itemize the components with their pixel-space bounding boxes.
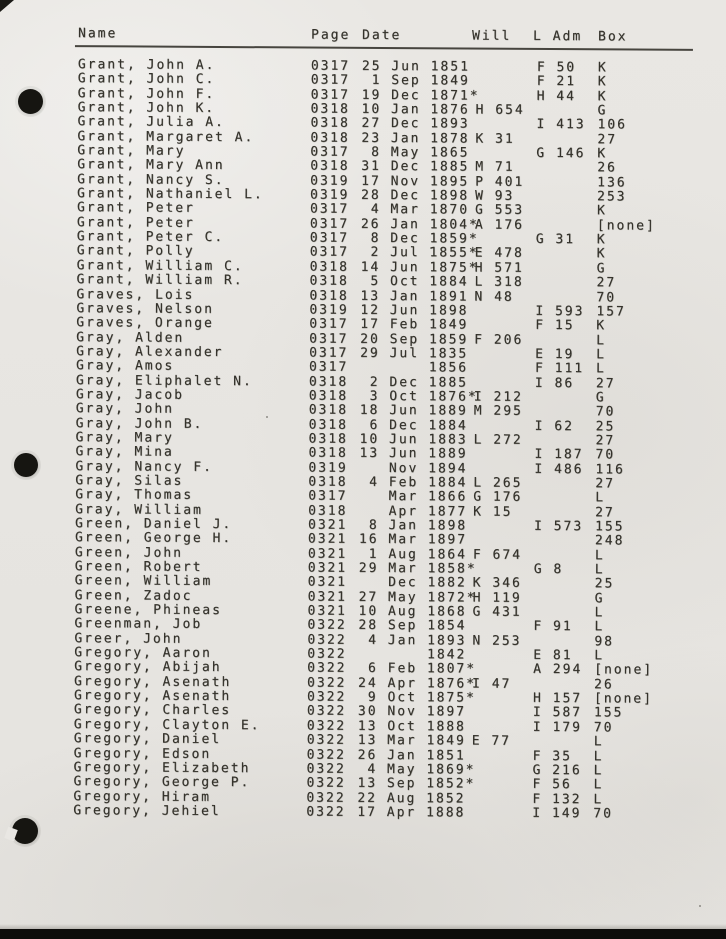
cell-box: [none]	[596, 218, 656, 234]
cell-page: 0322	[306, 718, 347, 734]
cell-box: 27	[595, 375, 616, 391]
cell-box: L	[594, 547, 605, 564]
cell-box: L	[593, 734, 604, 750]
cell-name: Grant, Mary Ann	[77, 157, 225, 174]
cell-ladm: F 15	[535, 318, 575, 334]
cell-page: 0318	[310, 115, 350, 132]
cell-ladm: F 132	[532, 791, 582, 807]
cell-ladm: A 294	[533, 662, 583, 678]
cell-page: 0317	[309, 201, 350, 218]
cell-date: 1 Sep 1849	[361, 73, 470, 89]
cell-ladm: I 413	[536, 117, 586, 133]
cell-date: 30 Nov 1897	[357, 704, 467, 720]
cell-ladm: I 86	[534, 375, 575, 391]
cell-page: 0317	[309, 216, 350, 232]
cell-name: Green, Zadoc	[74, 587, 193, 604]
cell-date: 26 Jan 1804*	[360, 216, 479, 233]
cell-page: 0319	[308, 460, 348, 476]
cell-name: Gregory, Aaron	[74, 645, 212, 662]
cell-will: A 176	[474, 217, 525, 233]
cell-box: K	[596, 246, 607, 262]
cell-ladm: I 179	[532, 719, 582, 736]
cell-page: 0317	[310, 58, 351, 74]
cell-page: 0318	[308, 417, 349, 433]
cell-date: 1842	[358, 646, 467, 663]
cell-box: 27	[595, 504, 615, 521]
cell-name: Gray, John	[75, 401, 175, 417]
cell-page: 0317	[309, 230, 350, 246]
cell-page: 0322	[306, 775, 346, 791]
cell-page: 0321	[307, 546, 348, 562]
cell-box: 136	[597, 175, 627, 191]
cell-name: Gregory, Jehiel	[73, 802, 221, 819]
cell-ladm: F 56	[532, 777, 572, 793]
cell-box: K	[597, 74, 608, 90]
cell-will: E 77	[471, 733, 512, 749]
cell-date: 28 Dec 1898	[361, 187, 470, 204]
cell-ladm: F 111	[534, 361, 585, 377]
cell-ladm: E 81	[533, 647, 573, 664]
cell-date: 3 Oct 1876*	[359, 388, 478, 405]
cell-date: 10 Aug 1868	[358, 603, 467, 620]
cell-ladm: F 21	[536, 74, 577, 90]
cell-will: K 346	[472, 575, 522, 592]
cell-date: 6 Feb 1807*	[358, 661, 477, 677]
cell-ladm: G 31	[535, 232, 576, 248]
cell-will: G 553	[474, 202, 525, 219]
cell-box: G	[595, 390, 606, 406]
cell-will: H 654	[475, 102, 525, 118]
record-row	[0, 802, 721, 821]
cell-name: Gregory, Hiram	[73, 788, 212, 805]
cell-date: 29 Jul 1835	[360, 345, 469, 362]
cell-box: K	[596, 203, 607, 219]
cell-name: Gregory, Clayton E.	[73, 716, 261, 734]
cell-date: 27 May 1872*	[358, 589, 477, 606]
cell-will: N 253	[472, 633, 522, 649]
cell-will: F 206	[474, 332, 524, 348]
cell-name: Grant, Julia A.	[77, 114, 225, 131]
cell-page: 0322	[307, 675, 347, 691]
cell-page: 0319	[310, 173, 350, 189]
cell-page: 0322	[307, 646, 347, 662]
cell-name: Grant, Polly	[76, 243, 195, 260]
cell-name: Green, Daniel J.	[75, 516, 233, 533]
cell-page: 0321	[307, 603, 347, 619]
cell-will: L 318	[474, 274, 524, 290]
cell-page: 0319	[309, 302, 349, 318]
cell-box: [none]	[594, 662, 654, 679]
cell-date: 4 Jan 1893	[358, 632, 467, 649]
cell-box: 27	[597, 132, 618, 148]
cell-box: L	[594, 619, 605, 635]
cell-ladm: E 19	[535, 346, 575, 363]
cell-name: Gregory, Edson	[73, 745, 212, 762]
column-header-name: Name	[77, 26, 118, 42]
cell-will: F 674	[472, 547, 523, 563]
cell-will: H 571	[474, 260, 524, 276]
cell-page: 0322	[306, 703, 347, 720]
cell-name: Gray, Amos	[75, 358, 175, 374]
cell-date: 17 Feb 1849	[360, 317, 469, 333]
cell-page: 0319	[310, 187, 350, 203]
cell-date: 13 Mar 1849	[357, 732, 466, 749]
cell-date: 29 Mar 1858*	[358, 560, 477, 577]
cell-name: Gray, Eliphalet N.	[75, 372, 253, 389]
header-rule	[75, 45, 693, 51]
cell-ladm: F 91	[533, 619, 573, 635]
cell-box: G	[594, 590, 605, 607]
cell-page: 0322	[306, 689, 347, 705]
cell-date: 16 Mar 1897	[358, 532, 468, 548]
cell-name: Green, Robert	[74, 559, 203, 575]
cell-box: K	[597, 88, 608, 105]
cell-page: 0322	[306, 732, 347, 748]
cell-name: Grant, Margaret A.	[77, 128, 255, 145]
cell-page: 0317	[310, 87, 351, 103]
cell-page: 0321	[307, 560, 348, 576]
column-header-page: Page	[310, 27, 351, 43]
cell-box: 70	[595, 404, 616, 420]
cell-name: Gray, Thomas	[75, 487, 194, 504]
cell-date: 2 Dec 1885	[359, 374, 469, 391]
cell-box: 27	[596, 275, 617, 291]
cell-page: 0317	[308, 488, 348, 505]
cell-name: Graves, Nelson	[76, 300, 214, 317]
cell-page: 0322	[307, 617, 347, 634]
cell-box: L	[595, 490, 606, 506]
cell-box: 25	[595, 418, 616, 434]
cell-will: E 478	[474, 246, 524, 262]
cell-page: 0318	[309, 288, 349, 304]
cell-box: 155	[593, 705, 624, 721]
cell-ladm: F 50	[536, 59, 577, 76]
cell-box: L	[593, 748, 604, 764]
cell-ladm: I 62	[534, 418, 575, 434]
cell-ladm: G 216	[532, 762, 582, 779]
cell-box: 157	[596, 304, 626, 320]
cell-name: Gray, William	[75, 501, 203, 518]
cell-page: 0322	[307, 632, 347, 648]
cell-ladm: I 187	[534, 447, 584, 463]
cell-box: 27	[595, 433, 616, 449]
cell-ladm: I 149	[532, 805, 582, 822]
cell-ladm: H 157	[532, 691, 583, 707]
cell-box: L	[593, 763, 604, 779]
cell-date: 28 Sep 1854	[358, 618, 467, 634]
cell-will: K 31	[475, 131, 515, 147]
cell-page: 0318	[308, 431, 348, 447]
scanner-edge-bar	[0, 929, 726, 939]
cell-box: L	[594, 562, 605, 578]
cell-name: Gray, Silas	[75, 473, 184, 489]
cell-date: 13 Oct 1888	[357, 718, 466, 735]
cell-page: 0318	[308, 388, 349, 404]
cell-date: 19 Dec 1871*	[361, 87, 480, 104]
cell-will: G 431	[472, 604, 522, 620]
cell-name: Green, George H.	[74, 530, 233, 547]
cell-date: 8 Jan 1898	[358, 517, 468, 534]
cell-box: L	[595, 361, 606, 377]
cell-date: 12 Jun 1898	[360, 302, 469, 319]
cell-box: 70	[595, 447, 616, 463]
cell-page: 0321	[307, 517, 348, 533]
cell-ladm: H 44	[536, 88, 577, 104]
cell-date: 17 Apr 1888	[357, 804, 466, 821]
cell-page: 0321	[307, 531, 348, 548]
cell-date: 20 Sep 1859	[360, 331, 469, 348]
cell-date: 10 Jan 1876	[361, 101, 470, 118]
cell-name: Gregory, Charles	[73, 702, 232, 719]
cell-name: Gray, Mary	[75, 430, 174, 446]
cell-page: 0322	[306, 761, 346, 777]
cell-name: Grant, William R.	[76, 272, 244, 289]
cell-name: Gregory, Elizabeth	[73, 759, 251, 777]
cell-box: G	[597, 103, 608, 119]
cell-box: K	[596, 232, 607, 248]
cell-box: 98	[594, 634, 615, 650]
cell-will: I 212	[473, 389, 524, 405]
cell-ladm: G 146	[536, 145, 586, 162]
record-rows	[0, 57, 726, 822]
cell-name: Grant, Nathaniel L.	[77, 186, 264, 203]
cell-date: 23 Jan 1878	[361, 130, 470, 147]
cell-box: 26	[597, 160, 617, 176]
cell-page: 0317	[310, 144, 350, 160]
cell-will: L 272	[473, 432, 523, 448]
cell-box: 70	[593, 806, 613, 822]
cell-box: K	[597, 146, 608, 162]
cell-name: Gray, Jacob	[75, 387, 184, 403]
cell-name: Gray, Nancy F.	[75, 458, 214, 475]
cell-will: M 295	[473, 403, 523, 420]
cell-date: 25 Jun 1851	[361, 58, 470, 75]
cell-page: 0318	[310, 130, 350, 146]
cell-name: Grant, William C.	[76, 257, 244, 274]
cell-page: 0322	[306, 804, 346, 820]
cell-name: Greene, Phineas	[74, 602, 222, 619]
cell-page: 0317	[309, 244, 350, 261]
cell-name: Grant, Peter	[76, 200, 195, 217]
cell-name: Gregory, Asenath	[74, 673, 232, 690]
cell-date: 8 May 1865	[361, 144, 470, 161]
cell-ladm: I 573	[533, 518, 584, 535]
cell-ladm: I 593	[535, 303, 585, 320]
cell-date: 10 Jun 1883	[359, 431, 468, 448]
cell-name: Graves, Orange	[76, 315, 214, 332]
cell-date: 4 Feb 1884	[359, 474, 468, 491]
cell-name: Grant, John K.	[77, 100, 216, 116]
cell-box: 155	[594, 519, 625, 535]
cell-will: I 47	[472, 676, 512, 692]
cell-page: 0322	[306, 747, 346, 763]
cell-name: Gregory, Abijah	[74, 659, 222, 676]
cell-box: K	[596, 318, 607, 334]
cell-box: 248	[594, 533, 625, 549]
cell-date: 13 Jun 1889	[359, 446, 468, 462]
cell-page: 0318	[308, 445, 348, 462]
cell-page: 0317	[309, 345, 349, 361]
cell-name: Gregory, Asenath	[73, 688, 232, 705]
cell-date: 26 Jan 1851	[357, 747, 466, 763]
cell-box: 70	[593, 720, 614, 736]
cell-page: 0322	[307, 660, 347, 677]
cell-will: N 48	[474, 289, 514, 305]
cell-date: 9 Oct 1875*	[357, 689, 476, 706]
cell-page: 0318	[310, 158, 350, 175]
cell-page: 0318	[308, 503, 348, 519]
cell-ladm: I 587	[532, 705, 583, 721]
cell-ladm: F 35	[532, 748, 572, 764]
cell-will: H 119	[472, 590, 522, 606]
cell-page: 0318	[308, 474, 348, 490]
cell-name: Grant, John A.	[77, 57, 216, 73]
cell-name: Greenman, Job	[74, 616, 203, 633]
cell-page: 0317	[309, 316, 349, 332]
cell-name: Gray, John B.	[75, 415, 204, 432]
cell-will: P 401	[475, 174, 525, 190]
cell-name: Grant, John F.	[77, 85, 216, 102]
cell-name: Greer, John	[74, 630, 183, 647]
cell-will: W 93	[475, 188, 515, 204]
cell-box: 253	[597, 189, 627, 205]
cell-date: Apr 1877	[359, 503, 468, 520]
cell-box: G	[596, 261, 607, 277]
cell-ladm: G 8	[533, 561, 564, 578]
cell-page: 0322	[306, 790, 346, 806]
cell-will: G 176	[473, 489, 523, 506]
cell-page: 0317	[308, 359, 349, 375]
cell-date: 1856	[359, 360, 469, 376]
cell-page: 0321	[307, 574, 348, 591]
cell-name: Green, John	[74, 544, 184, 561]
cell-page: 0318	[310, 101, 350, 117]
cell-name: Gray, Alden	[76, 329, 185, 346]
cell-date: 22 Aug 1852	[357, 790, 466, 807]
cell-will: M 71	[475, 159, 515, 176]
cell-name: Grant, Peter	[76, 214, 195, 231]
cell-page: 0321	[307, 589, 347, 605]
cell-page: 0317	[309, 331, 349, 347]
column-header-date: Date	[361, 27, 402, 44]
cell-date: 24 Apr 1876*	[358, 675, 477, 692]
cell-date: 4 Mar 1870	[360, 202, 470, 218]
cell-name: Gray, Mina	[75, 444, 174, 460]
cell-box: L	[593, 791, 604, 807]
cell-name: Gray, Alexander	[76, 343, 224, 360]
cell-box: 26	[594, 677, 614, 693]
cell-box: L	[594, 648, 605, 664]
cell-date: 13 Jan 1891	[360, 288, 469, 305]
cell-box: 27	[595, 476, 616, 492]
cell-name: Green, William	[74, 573, 213, 590]
cell-date: Mar 1866	[359, 489, 468, 505]
column-header-box: Box	[597, 29, 628, 45]
cell-box: L	[596, 347, 606, 363]
cell-date: 2 Jul 1855*	[360, 245, 479, 262]
cell-date: 8 Dec 1859*	[360, 230, 479, 247]
cell-box: 116	[595, 461, 625, 478]
cell-page: 0318	[309, 259, 349, 275]
cell-date: 14 Jun 1875*	[360, 259, 479, 276]
cell-date: 31 Dec 1885	[361, 159, 470, 175]
cell-page: 0318	[308, 402, 349, 419]
cell-box: L	[593, 777, 604, 793]
cell-box: 70	[596, 289, 617, 305]
cell-name: Grant, Nancy S.	[77, 171, 225, 188]
cell-box: K	[597, 60, 608, 76]
cell-date: 27 Dec 1893	[361, 116, 470, 132]
column-header-ladm: L Adm	[532, 28, 583, 45]
cell-box: [none]	[593, 691, 653, 707]
cell-ladm: I 486	[534, 461, 584, 477]
cell-box: 106	[597, 117, 628, 133]
cell-date: 4 May 1869*	[357, 761, 476, 778]
cell-date: 18 Jun 1889	[359, 403, 468, 419]
cell-will: K 15	[473, 504, 513, 520]
column-header-will: Will	[471, 28, 512, 44]
cell-date: 13 Sep 1852*	[357, 776, 476, 792]
cell-box: 25	[594, 576, 615, 592]
cell-page: 0318	[309, 273, 349, 289]
cell-date: Nov 1894	[359, 460, 468, 477]
cell-name: Gregory, Daniel	[73, 731, 222, 748]
cell-page: 0317	[310, 72, 351, 89]
cell-name: Grant, John C.	[77, 71, 216, 88]
cell-box: L	[594, 605, 605, 621]
cell-name: Gregory, George P.	[73, 774, 251, 791]
cell-name: Grant, Mary	[77, 143, 186, 159]
cell-page: 0318	[308, 374, 349, 390]
cell-date: 17 Nov 1895	[361, 173, 470, 190]
cell-date: 5 Oct 1884	[360, 273, 469, 290]
cell-date: Dec 1882	[358, 575, 467, 591]
cell-will: L 265	[473, 475, 523, 491]
cell-name: Graves, Lois	[76, 286, 195, 303]
cell-box: L	[596, 332, 607, 348]
cell-date: 6 Dec 1884	[359, 417, 468, 434]
cell-date: 1 Aug 1864	[358, 546, 468, 563]
cell-name: Grant, Peter C.	[76, 229, 225, 246]
